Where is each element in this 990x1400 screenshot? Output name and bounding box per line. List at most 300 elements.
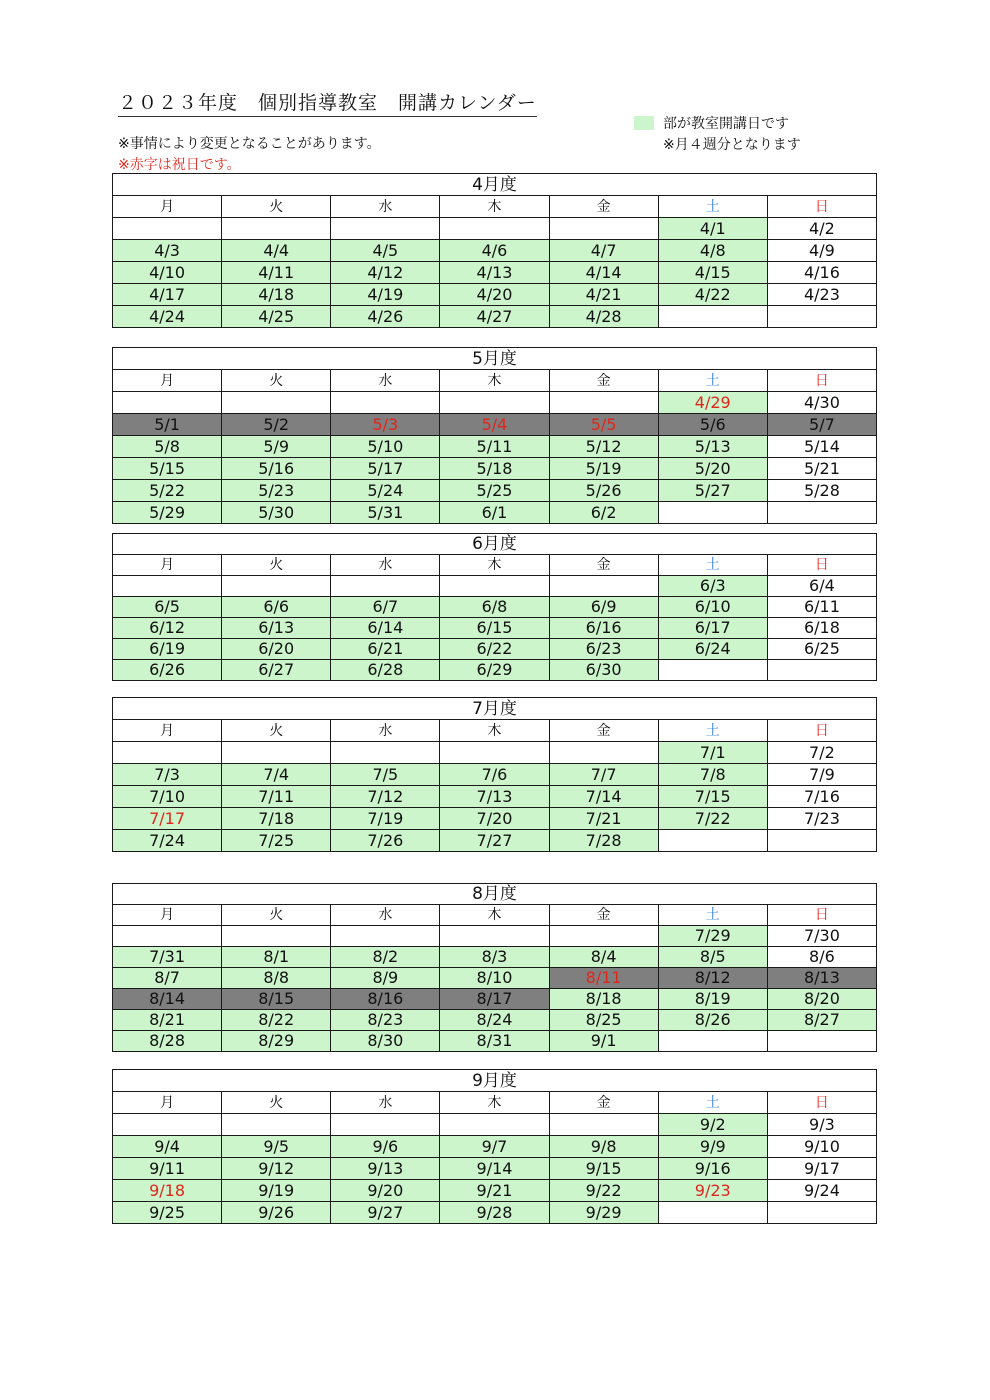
date-cell: 9/3 xyxy=(767,1114,876,1136)
date-cell: 6/12 xyxy=(113,618,222,639)
date-cell xyxy=(222,576,331,597)
date-cell: 7/30 xyxy=(767,926,876,947)
date-cell: 7/25 xyxy=(222,830,331,852)
date-cell: 5/12 xyxy=(549,436,658,458)
date-cell: 8/3 xyxy=(440,947,549,968)
date-cell: 6/5 xyxy=(113,597,222,618)
date-cell: 8/28 xyxy=(113,1031,222,1052)
week-row xyxy=(113,1114,877,1136)
date-cell: 8/8 xyxy=(222,968,331,989)
week-row xyxy=(113,926,877,947)
date-cell: 4/10 xyxy=(113,262,222,284)
date-cell xyxy=(767,660,876,681)
weekday-label: 金 xyxy=(549,1092,658,1114)
date-cell xyxy=(113,926,222,947)
date-cell: 9/4 xyxy=(113,1136,222,1158)
date-cell: 4/3 xyxy=(113,240,222,262)
date-cell xyxy=(440,742,549,764)
date-cell: 9/24 xyxy=(767,1180,876,1202)
week-row xyxy=(113,414,877,436)
month-header-row xyxy=(113,174,877,196)
week-row xyxy=(113,742,877,764)
date-cell: 4/22 xyxy=(658,284,767,306)
weekday-label: 木 xyxy=(440,720,549,742)
date-cell: 8/1 xyxy=(222,947,331,968)
weekday-row xyxy=(113,370,877,392)
date-cell: 4/14 xyxy=(549,262,658,284)
date-cell: 4/24 xyxy=(113,306,222,328)
change-notice: ※事情により変更となることがあります。 xyxy=(118,136,381,152)
date-cell: 6/28 xyxy=(331,660,440,681)
date-cell xyxy=(222,392,331,414)
legend-label: 部が教室開講日です xyxy=(663,116,789,132)
date-cell: 7/8 xyxy=(658,764,767,786)
weekday-label: 日 xyxy=(767,196,876,218)
date-cell: 8/21 xyxy=(113,1010,222,1031)
date-cell xyxy=(440,392,549,414)
date-cell: 6/19 xyxy=(113,639,222,660)
week-row xyxy=(113,284,877,306)
date-cell: 8/13 xyxy=(767,968,876,989)
date-cell: 5/26 xyxy=(549,480,658,502)
weekday-label: 月 xyxy=(113,905,222,926)
date-cell: 9/15 xyxy=(549,1158,658,1180)
date-cell: 5/23 xyxy=(222,480,331,502)
date-cell xyxy=(549,392,658,414)
date-cell xyxy=(331,218,440,240)
date-cell: 5/25 xyxy=(440,480,549,502)
weekday-label: 日 xyxy=(767,370,876,392)
weekday-label: 土 xyxy=(658,370,767,392)
date-cell: 4/28 xyxy=(549,306,658,328)
date-cell: 9/9 xyxy=(658,1136,767,1158)
date-cell: 8/7 xyxy=(113,968,222,989)
date-cell: 7/23 xyxy=(767,808,876,830)
date-cell: 4/19 xyxy=(331,284,440,306)
legend xyxy=(634,113,789,133)
date-cell: 8/2 xyxy=(331,947,440,968)
week-row xyxy=(113,808,877,830)
week-row xyxy=(113,392,877,414)
weekday-label: 木 xyxy=(440,555,549,576)
date-cell: 6/14 xyxy=(331,618,440,639)
weekday-label: 木 xyxy=(440,905,549,926)
week-row xyxy=(113,262,877,284)
date-cell: 5/8 xyxy=(113,436,222,458)
date-cell: 6/10 xyxy=(658,597,767,618)
date-cell: 9/7 xyxy=(440,1136,549,1158)
date-cell: 4/4 xyxy=(222,240,331,262)
date-cell xyxy=(658,660,767,681)
date-cell: 7/17 xyxy=(113,808,222,830)
date-cell xyxy=(113,218,222,240)
date-cell: 6/15 xyxy=(440,618,549,639)
date-cell: 8/22 xyxy=(222,1010,331,1031)
date-cell: 4/9 xyxy=(767,240,876,262)
month-header-row xyxy=(113,1070,877,1092)
date-cell: 6/11 xyxy=(767,597,876,618)
date-cell: 5/3 xyxy=(331,414,440,436)
date-cell xyxy=(113,742,222,764)
weekday-label: 日 xyxy=(767,905,876,926)
date-cell xyxy=(222,742,331,764)
date-cell: 4/23 xyxy=(767,284,876,306)
date-cell: 9/22 xyxy=(549,1180,658,1202)
date-cell: 5/13 xyxy=(658,436,767,458)
date-cell: 5/15 xyxy=(113,458,222,480)
date-cell: 4/18 xyxy=(222,284,331,306)
weekday-row xyxy=(113,196,877,218)
weekday-row xyxy=(113,720,877,742)
date-cell xyxy=(658,306,767,328)
month-title: 9月度 xyxy=(113,1070,877,1092)
date-cell xyxy=(767,502,876,524)
date-cell: 9/11 xyxy=(113,1158,222,1180)
date-cell: 7/3 xyxy=(113,764,222,786)
date-cell: 6/20 xyxy=(222,639,331,660)
month-table xyxy=(112,697,877,852)
date-cell xyxy=(658,1202,767,1224)
date-cell: 6/30 xyxy=(549,660,658,681)
date-cell: 6/4 xyxy=(767,576,876,597)
week-row xyxy=(113,660,877,681)
date-cell: 4/5 xyxy=(331,240,440,262)
weekday-label: 日 xyxy=(767,555,876,576)
weekday-label: 月 xyxy=(113,196,222,218)
date-cell: 8/11 xyxy=(549,968,658,989)
date-cell: 9/21 xyxy=(440,1180,549,1202)
date-cell xyxy=(113,1114,222,1136)
date-cell: 8/31 xyxy=(440,1031,549,1052)
weekday-row xyxy=(113,905,877,926)
date-cell: 5/6 xyxy=(658,414,767,436)
date-cell: 6/18 xyxy=(767,618,876,639)
date-cell: 9/1 xyxy=(549,1031,658,1052)
month-table xyxy=(112,173,877,328)
week-row xyxy=(113,1158,877,1180)
month-title: 8月度 xyxy=(113,884,877,905)
date-cell: 6/6 xyxy=(222,597,331,618)
weekday-label: 木 xyxy=(440,370,549,392)
date-cell: 4/21 xyxy=(549,284,658,306)
date-cell: 4/13 xyxy=(440,262,549,284)
date-cell: 9/17 xyxy=(767,1158,876,1180)
week-row xyxy=(113,306,877,328)
date-cell: 6/16 xyxy=(549,618,658,639)
date-cell: 7/15 xyxy=(658,786,767,808)
legend-note: ※月４週分となります xyxy=(663,137,801,153)
date-cell: 4/6 xyxy=(440,240,549,262)
weekday-label: 水 xyxy=(331,1092,440,1114)
date-cell: 7/13 xyxy=(440,786,549,808)
date-cell: 9/8 xyxy=(549,1136,658,1158)
date-cell: 4/17 xyxy=(113,284,222,306)
date-cell: 8/9 xyxy=(331,968,440,989)
holiday-notice: ※赤字は祝日です。 xyxy=(118,157,241,173)
weekday-label: 水 xyxy=(331,196,440,218)
date-cell xyxy=(549,742,658,764)
date-cell: 4/30 xyxy=(767,392,876,414)
date-cell: 7/9 xyxy=(767,764,876,786)
weekday-label: 木 xyxy=(440,1092,549,1114)
weekday-label: 水 xyxy=(331,905,440,926)
date-cell xyxy=(331,926,440,947)
weekday-label: 金 xyxy=(549,905,658,926)
week-row xyxy=(113,1136,877,1158)
date-cell: 5/18 xyxy=(440,458,549,480)
date-cell: 9/29 xyxy=(549,1202,658,1224)
date-cell: 4/16 xyxy=(767,262,876,284)
date-cell: 8/17 xyxy=(440,989,549,1010)
month-table xyxy=(112,883,877,1052)
date-cell: 9/2 xyxy=(658,1114,767,1136)
date-cell: 4/20 xyxy=(440,284,549,306)
date-cell: 4/25 xyxy=(222,306,331,328)
date-cell: 4/8 xyxy=(658,240,767,262)
date-cell: 7/19 xyxy=(331,808,440,830)
weekday-label: 火 xyxy=(222,720,331,742)
weekday-label: 火 xyxy=(222,370,331,392)
date-cell: 4/11 xyxy=(222,262,331,284)
date-cell: 5/1 xyxy=(113,414,222,436)
date-cell xyxy=(549,576,658,597)
week-row xyxy=(113,1202,877,1224)
date-cell: 6/17 xyxy=(658,618,767,639)
date-cell: 6/9 xyxy=(549,597,658,618)
month-header-row xyxy=(113,698,877,720)
date-cell: 6/1 xyxy=(440,502,549,524)
date-cell: 9/28 xyxy=(440,1202,549,1224)
date-cell: 5/7 xyxy=(767,414,876,436)
weekday-label: 水 xyxy=(331,370,440,392)
week-row xyxy=(113,576,877,597)
date-cell: 9/14 xyxy=(440,1158,549,1180)
date-cell: 5/19 xyxy=(549,458,658,480)
date-cell xyxy=(113,392,222,414)
week-row xyxy=(113,240,877,262)
date-cell: 8/4 xyxy=(549,947,658,968)
date-cell: 6/2 xyxy=(549,502,658,524)
date-cell: 8/20 xyxy=(767,989,876,1010)
month-header-row xyxy=(113,534,877,555)
week-row xyxy=(113,764,877,786)
date-cell: 7/28 xyxy=(549,830,658,852)
week-row xyxy=(113,947,877,968)
date-cell: 7/20 xyxy=(440,808,549,830)
date-cell: 7/7 xyxy=(549,764,658,786)
date-cell: 6/25 xyxy=(767,639,876,660)
date-cell: 9/5 xyxy=(222,1136,331,1158)
date-cell: 8/25 xyxy=(549,1010,658,1031)
date-cell: 5/24 xyxy=(331,480,440,502)
weekday-row xyxy=(113,1092,877,1114)
month-title: 7月度 xyxy=(113,698,877,720)
date-cell: 5/22 xyxy=(113,480,222,502)
date-cell: 5/17 xyxy=(331,458,440,480)
date-cell: 7/24 xyxy=(113,830,222,852)
date-cell: 9/18 xyxy=(113,1180,222,1202)
date-cell: 9/13 xyxy=(331,1158,440,1180)
date-cell: 7/27 xyxy=(440,830,549,852)
date-cell: 9/10 xyxy=(767,1136,876,1158)
date-cell: 5/16 xyxy=(222,458,331,480)
date-cell xyxy=(658,1031,767,1052)
date-cell: 4/12 xyxy=(331,262,440,284)
date-cell: 5/11 xyxy=(440,436,549,458)
date-cell: 4/29 xyxy=(658,392,767,414)
date-cell: 4/27 xyxy=(440,306,549,328)
date-cell: 5/28 xyxy=(767,480,876,502)
weekday-label: 土 xyxy=(658,196,767,218)
month-table xyxy=(112,1069,877,1224)
date-cell: 8/14 xyxy=(113,989,222,1010)
date-cell: 7/26 xyxy=(331,830,440,852)
date-cell xyxy=(331,742,440,764)
date-cell xyxy=(440,218,549,240)
date-cell: 5/29 xyxy=(113,502,222,524)
date-cell: 9/23 xyxy=(658,1180,767,1202)
date-cell xyxy=(767,1202,876,1224)
week-row xyxy=(113,1180,877,1202)
weekday-label: 月 xyxy=(113,720,222,742)
week-row xyxy=(113,458,877,480)
month-title: 4月度 xyxy=(113,174,877,196)
week-row xyxy=(113,989,877,1010)
date-cell: 6/23 xyxy=(549,639,658,660)
date-cell: 6/26 xyxy=(113,660,222,681)
date-cell: 6/13 xyxy=(222,618,331,639)
date-cell: 8/6 xyxy=(767,947,876,968)
date-cell xyxy=(767,306,876,328)
date-cell: 5/31 xyxy=(331,502,440,524)
date-cell: 8/5 xyxy=(658,947,767,968)
month-title: 5月度 xyxy=(113,348,877,370)
weekday-label: 日 xyxy=(767,720,876,742)
date-cell: 7/10 xyxy=(113,786,222,808)
date-cell: 9/25 xyxy=(113,1202,222,1224)
legend-swatch xyxy=(634,116,654,130)
month-header-row xyxy=(113,348,877,370)
page-title: ２０２３年度 個別指導教室 開講カレンダー xyxy=(118,88,537,117)
date-cell xyxy=(658,830,767,852)
date-cell: 4/2 xyxy=(767,218,876,240)
month-table xyxy=(112,347,877,524)
date-cell: 5/2 xyxy=(222,414,331,436)
date-cell xyxy=(222,1114,331,1136)
month-title: 6月度 xyxy=(113,534,877,555)
date-cell: 8/30 xyxy=(331,1031,440,1052)
date-cell xyxy=(331,392,440,414)
date-cell xyxy=(440,1114,549,1136)
date-cell xyxy=(767,1031,876,1052)
date-cell: 5/10 xyxy=(331,436,440,458)
date-cell xyxy=(331,1114,440,1136)
week-row xyxy=(113,639,877,660)
weekday-label: 金 xyxy=(549,196,658,218)
date-cell: 8/26 xyxy=(658,1010,767,1031)
date-cell: 9/20 xyxy=(331,1180,440,1202)
week-row xyxy=(113,436,877,458)
date-cell: 6/7 xyxy=(331,597,440,618)
date-cell: 7/4 xyxy=(222,764,331,786)
date-cell: 6/29 xyxy=(440,660,549,681)
date-cell xyxy=(658,502,767,524)
weekday-row xyxy=(113,555,877,576)
date-cell: 7/16 xyxy=(767,786,876,808)
date-cell: 7/6 xyxy=(440,764,549,786)
date-cell xyxy=(549,926,658,947)
weekday-label: 土 xyxy=(658,1092,767,1114)
date-cell xyxy=(440,576,549,597)
date-cell: 9/6 xyxy=(331,1136,440,1158)
date-cell: 6/21 xyxy=(331,639,440,660)
date-cell: 7/11 xyxy=(222,786,331,808)
date-cell: 9/12 xyxy=(222,1158,331,1180)
week-row xyxy=(113,830,877,852)
date-cell xyxy=(440,926,549,947)
date-cell: 7/21 xyxy=(549,808,658,830)
date-cell: 4/15 xyxy=(658,262,767,284)
month-table xyxy=(112,533,877,681)
date-cell: 7/18 xyxy=(222,808,331,830)
date-cell: 8/19 xyxy=(658,989,767,1010)
week-row xyxy=(113,618,877,639)
date-cell: 8/24 xyxy=(440,1010,549,1031)
date-cell: 7/1 xyxy=(658,742,767,764)
date-cell: 8/27 xyxy=(767,1010,876,1031)
date-cell: 5/5 xyxy=(549,414,658,436)
date-cell: 5/30 xyxy=(222,502,331,524)
week-row xyxy=(113,480,877,502)
month-header-row xyxy=(113,884,877,905)
date-cell: 5/20 xyxy=(658,458,767,480)
date-cell: 7/31 xyxy=(113,947,222,968)
date-cell: 5/27 xyxy=(658,480,767,502)
date-cell: 8/16 xyxy=(331,989,440,1010)
date-cell: 8/12 xyxy=(658,968,767,989)
weekday-label: 日 xyxy=(767,1092,876,1114)
weekday-label: 月 xyxy=(113,1092,222,1114)
date-cell: 8/18 xyxy=(549,989,658,1010)
date-cell: 7/2 xyxy=(767,742,876,764)
weekday-label: 木 xyxy=(440,196,549,218)
date-cell: 5/14 xyxy=(767,436,876,458)
date-cell: 6/8 xyxy=(440,597,549,618)
date-cell: 9/19 xyxy=(222,1180,331,1202)
date-cell: 4/26 xyxy=(331,306,440,328)
date-cell xyxy=(331,576,440,597)
date-cell: 8/29 xyxy=(222,1031,331,1052)
date-cell: 5/4 xyxy=(440,414,549,436)
date-cell: 5/9 xyxy=(222,436,331,458)
date-cell: 7/14 xyxy=(549,786,658,808)
weekday-label: 金 xyxy=(549,720,658,742)
weekday-label: 金 xyxy=(549,370,658,392)
date-cell xyxy=(222,926,331,947)
weekday-label: 火 xyxy=(222,1092,331,1114)
date-cell: 7/5 xyxy=(331,764,440,786)
date-cell xyxy=(222,218,331,240)
weekday-label: 水 xyxy=(331,555,440,576)
weekday-label: 土 xyxy=(658,720,767,742)
weekday-label: 火 xyxy=(222,905,331,926)
week-row xyxy=(113,786,877,808)
date-cell: 8/15 xyxy=(222,989,331,1010)
date-cell xyxy=(549,1114,658,1136)
week-row xyxy=(113,1031,877,1052)
date-cell: 7/12 xyxy=(331,786,440,808)
week-row xyxy=(113,502,877,524)
